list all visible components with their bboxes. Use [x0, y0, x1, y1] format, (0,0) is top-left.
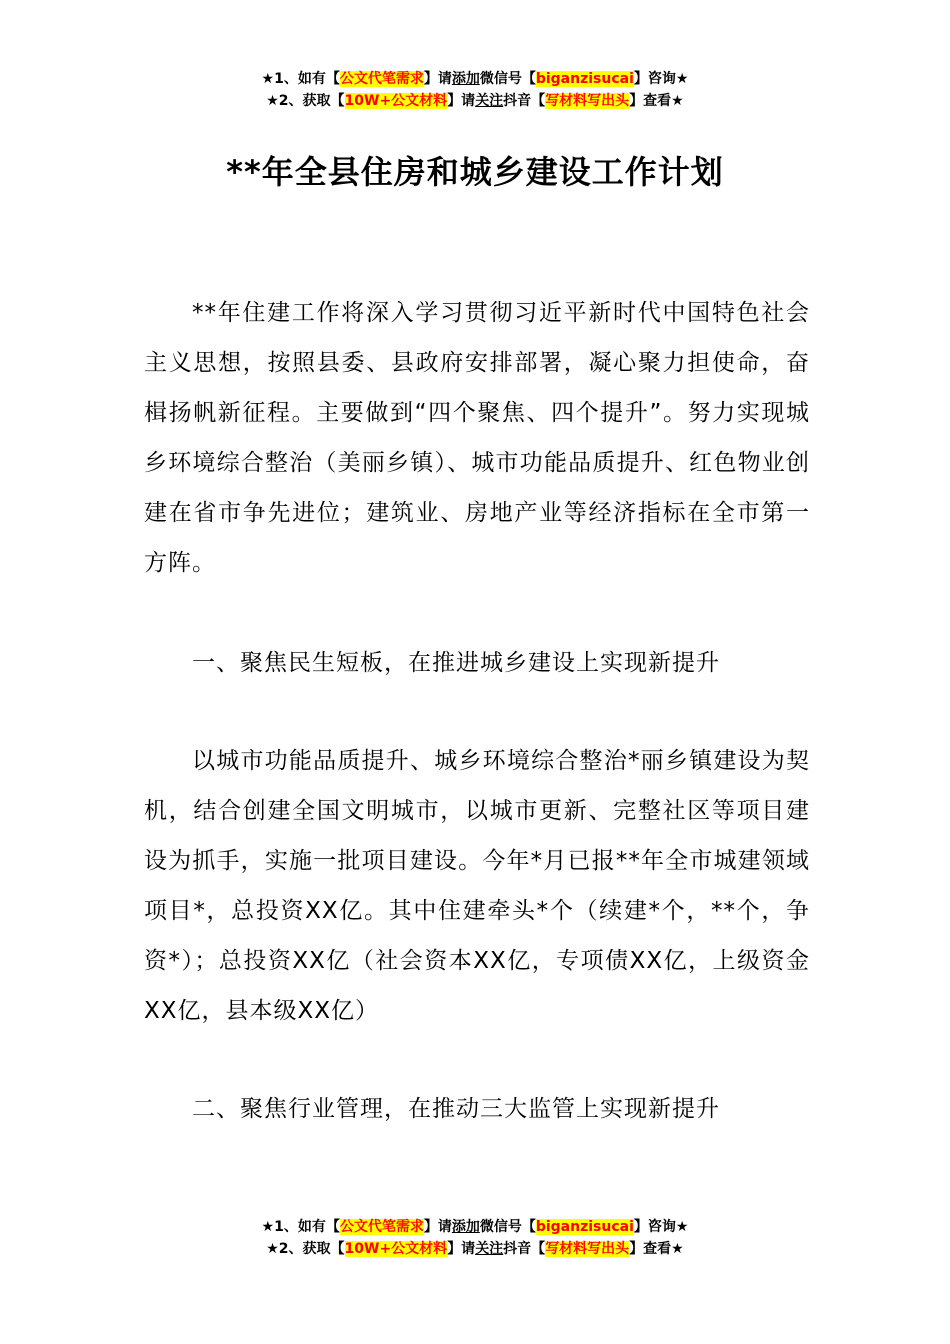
document-title: **年全县住房和城乡建设工作计划	[226, 153, 724, 191]
promo-line-2-mid2: 抖音【	[503, 1241, 546, 1257]
promo-line-2-prefix: ★2、获取【	[266, 93, 345, 109]
section-2-heading: 二、聚焦行业管理，在推动三大监管上实现新提升	[192, 1096, 720, 1122]
promo-line-1-suffix: 】咨询★	[633, 71, 689, 87]
promo-line-2-suffix: 】查看★	[629, 1241, 684, 1257]
promo-follow-underline: 关注	[475, 1241, 504, 1257]
promo-line-1-prefix: ★1、如有【	[261, 71, 340, 87]
promo-wechat-id: biganzisucai	[535, 71, 634, 87]
promo-wechat-id: biganzisucai	[535, 1219, 634, 1235]
promo-line-2-suffix: 】查看★	[629, 93, 684, 109]
promo-line-2	[0, 90, 950, 112]
promo-line-1-mid2: 微信号【	[479, 1219, 536, 1235]
promo-service-highlight: 公文代笔需求	[339, 71, 424, 87]
promo-line-1-mid2: 微信号【	[479, 71, 536, 87]
promo-add-underline: 添加	[451, 1219, 480, 1235]
promo-line-1	[0, 1216, 950, 1238]
section-1-heading: 一、聚焦民生短板，在推进城乡建设上实现新提升	[192, 650, 720, 676]
bottom-promo-banner	[0, 1216, 950, 1260]
promo-douyin-id: 写材料写出头	[545, 1241, 630, 1257]
promo-line-2-mid2: 抖音【	[503, 93, 546, 109]
promo-service-highlight: 公文代笔需求	[339, 1219, 424, 1235]
promo-douyin-id: 写材料写出头	[545, 93, 630, 109]
promo-line-1-mid: 】请	[423, 71, 452, 87]
top-promo-banner	[0, 68, 950, 112]
promo-line-1	[0, 68, 950, 90]
promo-line-1-prefix: ★1、如有【	[261, 1219, 340, 1235]
promo-line-1-mid: 】请	[423, 1219, 452, 1235]
promo-line-2	[0, 1238, 950, 1260]
promo-add-underline: 添加	[451, 71, 480, 87]
promo-materials-highlight: 10W+公文材料	[344, 1241, 448, 1257]
promo-line-1-suffix: 】咨询★	[633, 1219, 689, 1235]
intro-paragraph: **年住建工作将深入学习贯彻习近平新时代中国特色社会主义思想，按照县委、县政府安排部署，凝心聚力担使命，奋楫扬帆新征程。主要做到“四个聚焦、四个提升”。努力实现城乡环境综合整治（美丽乡镇）、城市功能品质提升、红色物业创建在省市争先进位；建筑业、房地产业等经济指标在全市第一方阵。	[144, 300, 810, 576]
promo-line-2-mid: 】请	[447, 1241, 476, 1257]
section-1-body: 以城市功能品质提升、城乡环境综合整治*丽乡镇建设为契机，结合创建全国文明城市，以城市更新、完整社区等项目建设为抓手，实施一批项目建设。今年*月已报**年全市城建领域项目*，总投资XX亿。其中住建牵头*个（续建*个，**个，争资*）；总投资XX亿（社会资本XX亿，专项债XX亿，上级资金XX亿，县本级XX亿）	[144, 748, 810, 1024]
promo-line-2-mid: 】请	[447, 93, 476, 109]
promo-follow-underline: 关注	[475, 93, 504, 109]
promo-materials-highlight: 10W+公文材料	[344, 93, 448, 109]
promo-line-2-prefix: ★2、获取【	[266, 1241, 345, 1257]
